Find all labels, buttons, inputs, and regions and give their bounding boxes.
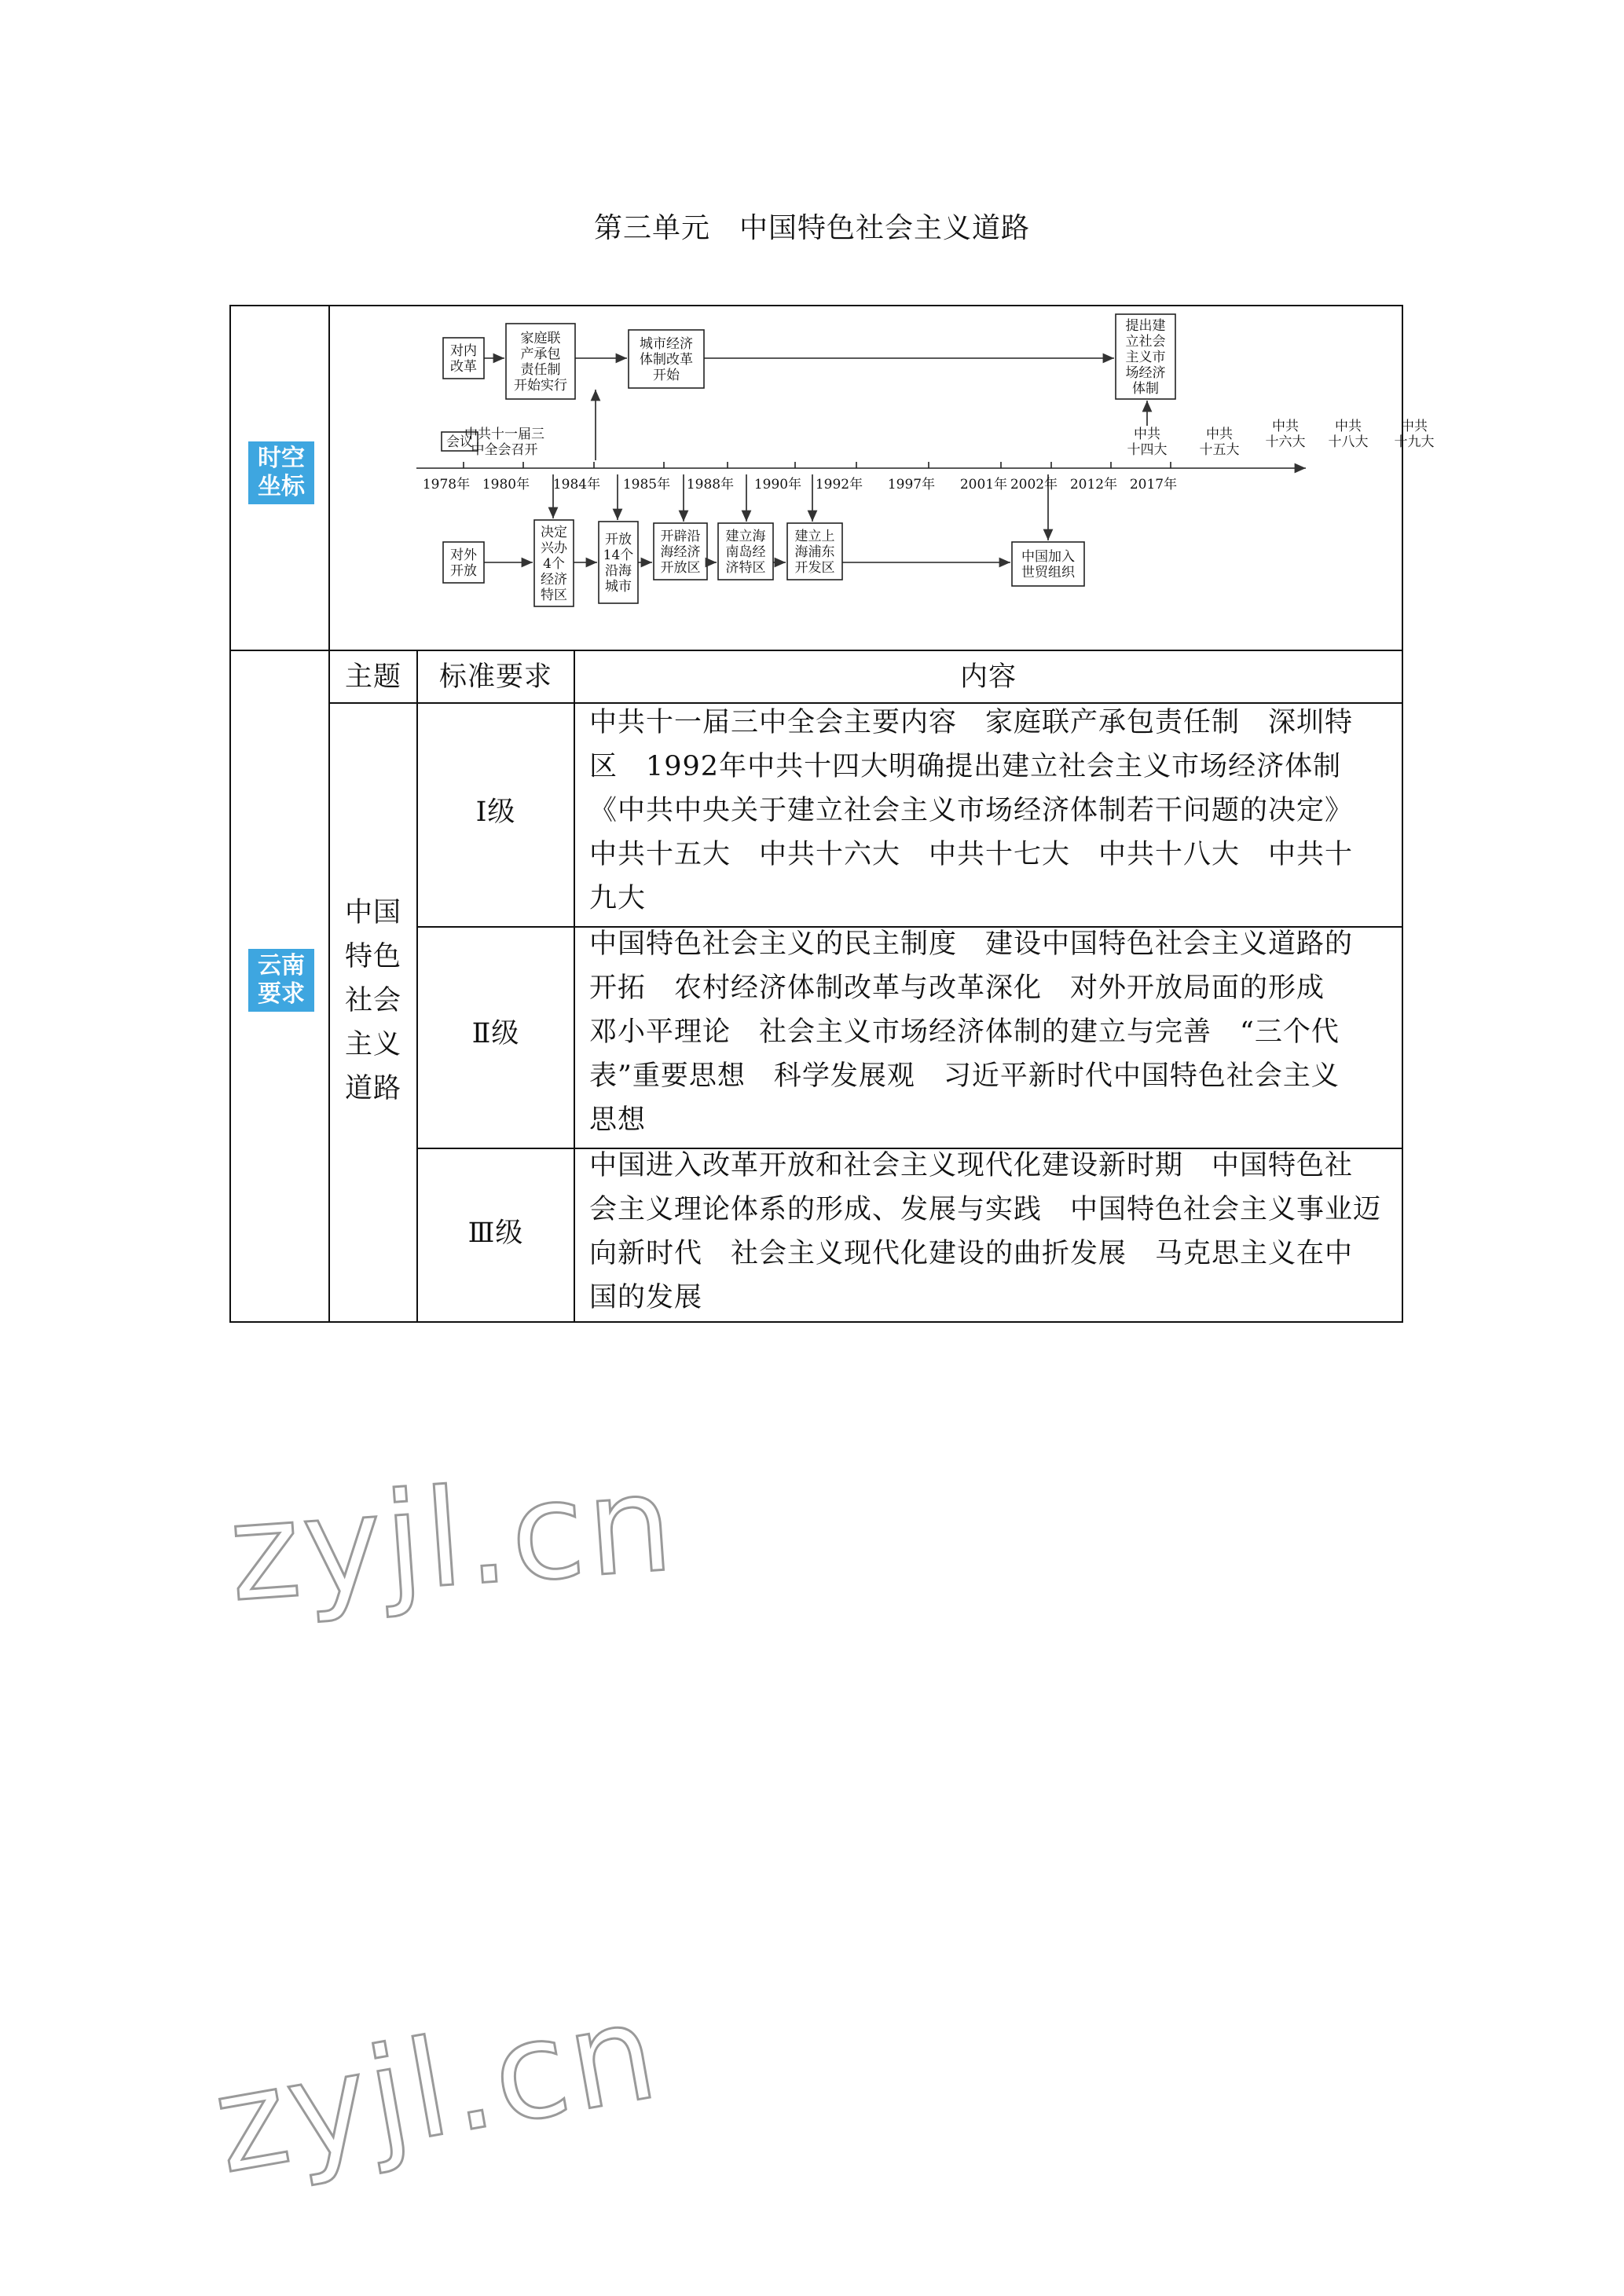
event-household-contract-text: 家庭联产承包责任制开始实行 xyxy=(514,331,567,394)
level-3-label: Ⅲ级 xyxy=(467,1218,524,1249)
content-line: 《中共中央关于建立社会主义市场经济体制若干问题的决定》 xyxy=(589,795,1354,826)
content-line: 表”重要思想 科学发展观 习近平新时代中国特色社会主义 xyxy=(589,1060,1340,1092)
content-line: 邓小平理论 社会主义市场经济体制的建立与完善 “三个代 xyxy=(589,1016,1340,1048)
divider xyxy=(574,650,575,1321)
event-hainan-text: 建立海南岛经济特区 xyxy=(725,529,766,576)
year-tick-label: 2002年 xyxy=(1010,477,1058,493)
header-theme: 主题 xyxy=(344,661,401,693)
main-table xyxy=(229,305,1435,1323)
theme-cell: 中国 特色 社会 主义 道路 xyxy=(344,897,401,1104)
year-tick-label: 1990年 xyxy=(753,477,802,493)
content-line: 会主义理论体系的形成、发展与实践 中国特色社会主义事业迈 xyxy=(589,1194,1382,1225)
meeting-18th: 中共十八大 xyxy=(1328,419,1369,450)
header-content: 内容 xyxy=(959,661,1017,693)
yunnan-requirements-label: 云南 要求 xyxy=(248,949,314,1012)
content-line: 国的发展 xyxy=(589,1282,703,1313)
event-coastal-cities-text: 开放 14个沿海城市 xyxy=(603,532,634,595)
row-label-opening-text: 对外开放 xyxy=(450,547,477,579)
level-1-content xyxy=(589,701,1399,921)
content-line: 中共十五大 中共十六大 中共十七大 中共十八大 中共十 xyxy=(589,839,1354,870)
watermark: zyjl.cn xyxy=(203,1973,670,2204)
level-1-label: Ⅰ级 xyxy=(475,796,516,828)
content-line: 中国特色社会主义的民主制度 建设中国特色社会主义道路的 xyxy=(589,928,1354,960)
row-label-meeting-text: 会议 xyxy=(446,434,473,450)
level-2-label: Ⅱ级 xyxy=(471,1018,520,1049)
year-tick-label: 1978年 xyxy=(422,477,471,493)
year-tick-label: 1985年 xyxy=(622,477,671,493)
event-coastal-open-zones-text: 开辟沿海经济开放区 xyxy=(660,529,701,576)
event-special-zones-text: 决定兴办 4个经济特区 xyxy=(541,525,567,603)
divider xyxy=(231,650,1402,651)
page-title: 第三单元 中国特色社会主义道路 xyxy=(593,212,1030,244)
level-2-content xyxy=(589,922,1399,1142)
year-tick-label: 1980年 xyxy=(482,477,530,493)
content-line: 向新时代 社会主义现代化建设的曲折发展 马克思主义在中 xyxy=(589,1238,1354,1269)
timeline-diagram xyxy=(330,306,1435,649)
content-line: 九大 xyxy=(589,883,647,914)
year-tick-label: 2017年 xyxy=(1129,477,1178,493)
header-standard: 标准要求 xyxy=(438,661,552,693)
event-pudong-text: 建立上海浦东开发区 xyxy=(794,529,835,576)
year-tick-label: 2012年 xyxy=(1069,477,1118,493)
content-line: 思想 xyxy=(589,1104,647,1136)
event-market-economy-text: 提出建立社会主义市场经济体制 xyxy=(1125,318,1166,397)
meeting-19th: 中共十九大 xyxy=(1394,419,1435,450)
year-tick-label: 1984年 xyxy=(552,477,601,493)
meeting-16th: 中共十六大 xyxy=(1265,419,1306,450)
spacetime-label: 时空 坐标 xyxy=(248,441,314,504)
content-line: 中国进入改革开放和社会主义现代化建设新时期 中国特色社 xyxy=(589,1150,1354,1181)
content-line: 中共十一届三中全会主要内容 家庭联产承包责任制 深圳特 xyxy=(589,707,1354,738)
year-tick-label: 1997年 xyxy=(887,477,936,493)
row-label-domestic-text: 对内改革 xyxy=(450,343,477,375)
meeting-15th: 中共十五大 xyxy=(1199,427,1240,458)
event-urban-reform-text: 城市经济体制改革开始 xyxy=(640,336,693,383)
content-line: 开拓 农村经济体制改革与改革深化 对外开放局面的形成 xyxy=(589,972,1325,1004)
meeting-14th: 中共十四大 xyxy=(1127,427,1168,458)
content-line: 区 1992年中共十四大明确提出建立社会主义市场经济体制 xyxy=(589,751,1342,782)
meeting-3rd-plenum: 中共十一届三中全会召开 xyxy=(464,427,544,458)
watermark: zyjl.cn xyxy=(224,1445,680,1632)
event-wto-text: 中国加入世贸组织 xyxy=(1021,549,1075,580)
year-tick-label: 1992年 xyxy=(815,477,863,493)
level-3-content xyxy=(589,1144,1399,1320)
year-tick-label: 1988年 xyxy=(686,477,735,493)
year-tick-label: 2001年 xyxy=(959,477,1008,493)
